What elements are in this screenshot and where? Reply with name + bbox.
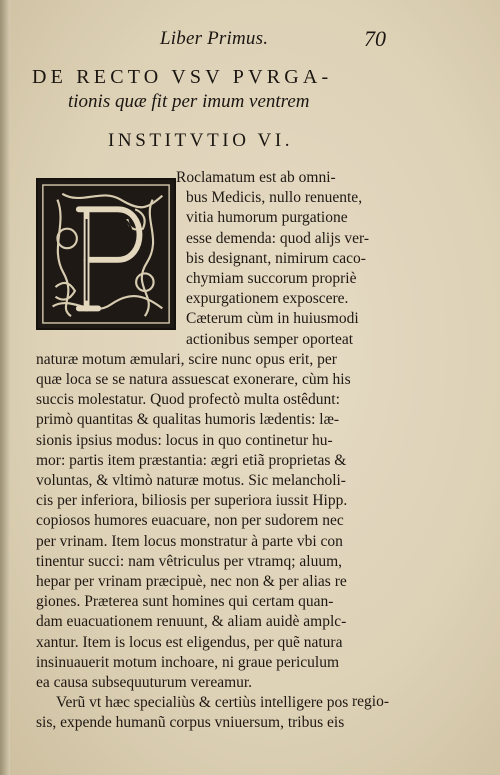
binding-gutter [0, 0, 10, 775]
text-line: naturæ motum æmulari, scire nunc opus erit, per [36, 350, 337, 368]
ornamental-p-icon [38, 180, 174, 328]
text-line: vitia humorum purgatione [186, 209, 348, 227]
text-line: dam euacuationem renuunt, & aliam auidè amplc- [36, 613, 347, 631]
text-line: mor: partis item præstantia: ægri etiã proprietas & [36, 451, 347, 469]
text-line: succis molestatur. Quod profectò multa ostêdunt: [36, 391, 340, 409]
text-line: tinentur succi: nam vêtriculus per vtramq; aluum, [36, 552, 343, 570]
text-line: insinuauerit motum inchoare, ni graue periculum [36, 653, 340, 671]
text-line: hepar per vrinam præcipuè, nec non & per alias re [36, 573, 347, 590]
running-head-title: Liber Primus. [160, 28, 269, 49]
text-line: Cæterum cùm in huiusmodi [186, 310, 359, 328]
text-line: ea causa subsequuturum vereamur. [36, 674, 253, 691]
text-line: sis, expende humanũ corpus vniuersum, tribus eis [36, 714, 345, 732]
text-line: chymiam succorum propriè [186, 270, 357, 287]
text-line: voluntas, & vltimò naturæ motus. Sic melancholi- [36, 472, 346, 489]
page-number: 70 [364, 26, 386, 51]
text-line: bis designant, nimirum caco- [186, 249, 366, 267]
text-line: Verũ vt hæc specialiùs & certiùs intelligere pos [56, 694, 349, 712]
text-line: sionis ipsius modus: locus in quo continetur hu- [36, 431, 333, 449]
text-line: primò quantitas & qualitas humoris lædentis: læ- [36, 411, 340, 429]
text-line: actionibus semper oporteat [186, 330, 354, 348]
text-line: bus Medicis, nullo renuente, [186, 189, 363, 207]
text-line: quæ loca se se natura assuescat exonerare, cùm his [36, 371, 351, 388]
text-line: copiosos humores euacuare, non per sudorem nec [36, 512, 344, 530]
decorated-initial-p [36, 178, 176, 330]
text-line: per vrinam. Item locus monstratur à parte vbi con [36, 532, 343, 550]
text-line: expurgationem exposcere. [186, 290, 349, 308]
catchword: regio- [352, 693, 390, 710]
text-line: xantur. Item is locus est eligendus, per quẽ natura [36, 633, 343, 651]
section-heading: INSTITVTIO VI. [108, 130, 294, 151]
chapter-title-line-1: DE RECTO VSV PVRGA- [32, 66, 333, 88]
text-line: Roclamatum est ab omni- [176, 169, 336, 186]
text-line: giones. Præterea sunt homines qui certam quan- [36, 593, 334, 611]
chapter-title-line-2: tionis quæ fit per imum ventrem [68, 91, 310, 112]
text-line: esse demenda: quod alijs ver- [186, 229, 370, 247]
text-line: cis per inferiora, biliosis per superiora iussit Hipp. [36, 492, 348, 510]
